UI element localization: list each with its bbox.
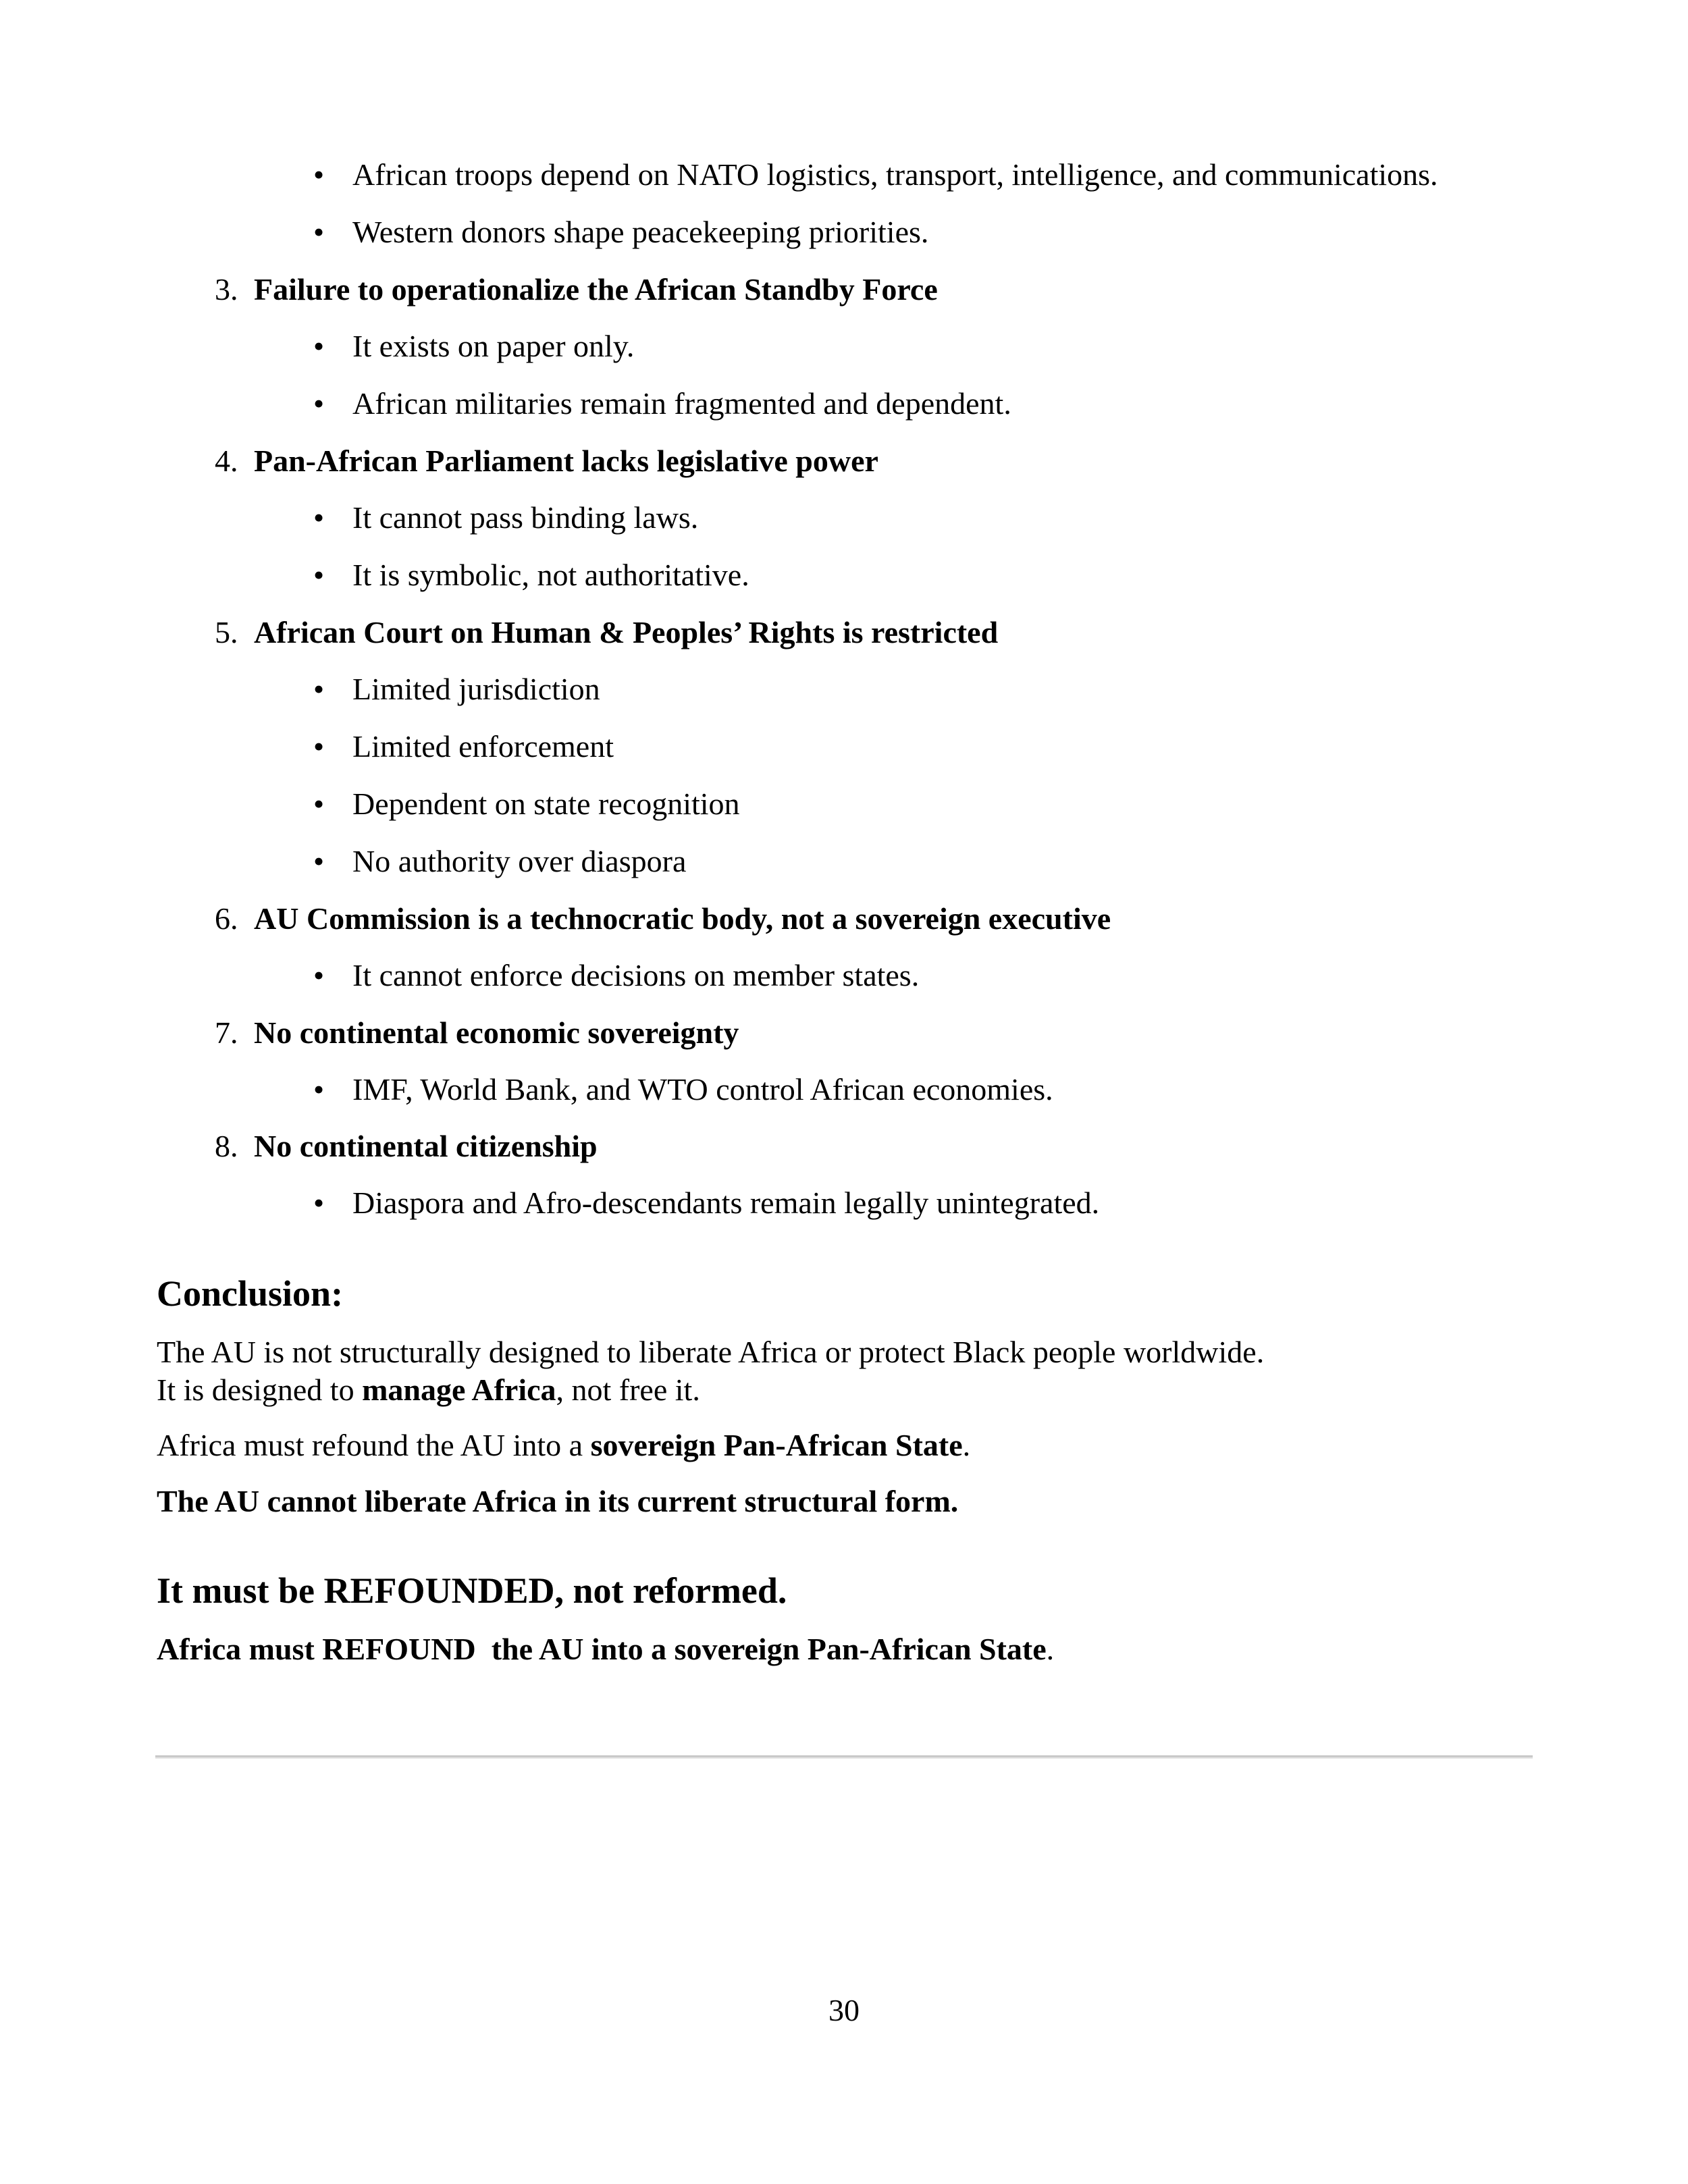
bullet-text: Western donors shape peacekeeping priorities. (352, 215, 929, 249)
conclusion-line-2 (157, 1371, 700, 1409)
bullet-text: It exists on paper only. (352, 329, 635, 363)
conclusion-line-3 (157, 1427, 970, 1464)
conclusion-heading: Conclusion: (157, 1273, 344, 1314)
bullet-text: African militaries remain fragmented and dependent. (352, 386, 1011, 421)
item-title: No continental citizenship (254, 1129, 598, 1163)
bullet-icon: • (313, 1186, 325, 1220)
refounded-heading: It must be REFOUNDED, not reformed. (157, 1570, 787, 1611)
bullet-icon: • (313, 386, 325, 421)
item-title: AU Commission is a technocratic body, not a sovereign executive (254, 901, 1111, 936)
bullet-text: No authority over diaspora (352, 844, 687, 878)
bullet-text: Limited jurisdiction (352, 672, 600, 706)
item-title: No continental economic sovereignty (254, 1015, 739, 1050)
page-number: 30 (828, 1993, 860, 2027)
bullet-icon: • (313, 787, 325, 821)
bullet-text: It cannot enforce decisions on member states. (352, 958, 920, 992)
bullet-icon: • (313, 729, 325, 764)
bullet-icon: • (313, 157, 325, 192)
bullet-text: It cannot pass binding laws. (352, 500, 699, 535)
line-text: . (962, 1428, 971, 1462)
line-text: It is designed to (157, 1373, 363, 1407)
bullet-text: Limited enforcement (352, 729, 614, 764)
emphasis-text: manage Africa (362, 1373, 556, 1407)
bullet-icon: • (313, 329, 325, 363)
bullet-icon: • (313, 672, 325, 706)
bullet-icon: • (313, 215, 325, 249)
bullet-icon: • (313, 958, 325, 992)
item-number: 8. (215, 1129, 238, 1163)
emphasis-text: Africa must REFOUND the AU into a sovereign Pan-African State (157, 1632, 1047, 1666)
bullet-icon: • (313, 844, 325, 878)
conclusion-line-4: The AU cannot liberate Africa in its current structural form. (157, 1484, 959, 1518)
item-number: 3. (215, 272, 238, 307)
conclusion-line-1: The AU is not structurally designed to liberate Africa or protect Black people worldwide. (157, 1335, 1265, 1369)
bullet-text: It is symbolic, not authoritative. (352, 558, 749, 592)
bullet-text: IMF, World Bank, and WTO control African economies. (352, 1072, 1053, 1107)
item-title: Failure to operationalize the African Standby Force (254, 272, 938, 307)
line-text: , not free it. (556, 1373, 700, 1407)
bullet-icon: • (313, 1072, 325, 1107)
line-text: Africa must refound the AU into a (157, 1428, 591, 1462)
refounded-line (157, 1630, 1054, 1668)
item-title: African Court on Human & Peoples’ Rights is restricted (254, 615, 999, 649)
item-number: 7. (215, 1015, 238, 1050)
bullet-text: Dependent on state recognition (352, 787, 740, 821)
bullet-icon: • (313, 500, 325, 535)
item-number: 5. (215, 615, 238, 649)
line-text: . (1046, 1632, 1055, 1666)
item-number: 6. (215, 901, 238, 936)
emphasis-text: sovereign Pan-African State (590, 1428, 963, 1462)
bullet-text: Diaspora and Afro-descendants remain legally unintegrated. (352, 1186, 1100, 1220)
item-number: 4. (215, 444, 238, 478)
horizontal-divider (155, 1755, 1533, 1759)
item-title: Pan-African Parliament lacks legislative power (254, 444, 878, 478)
bullet-text: African troops depend on NATO logistics, transport, intelligence, and communications. (352, 157, 1438, 192)
bullet-icon: • (313, 558, 325, 592)
